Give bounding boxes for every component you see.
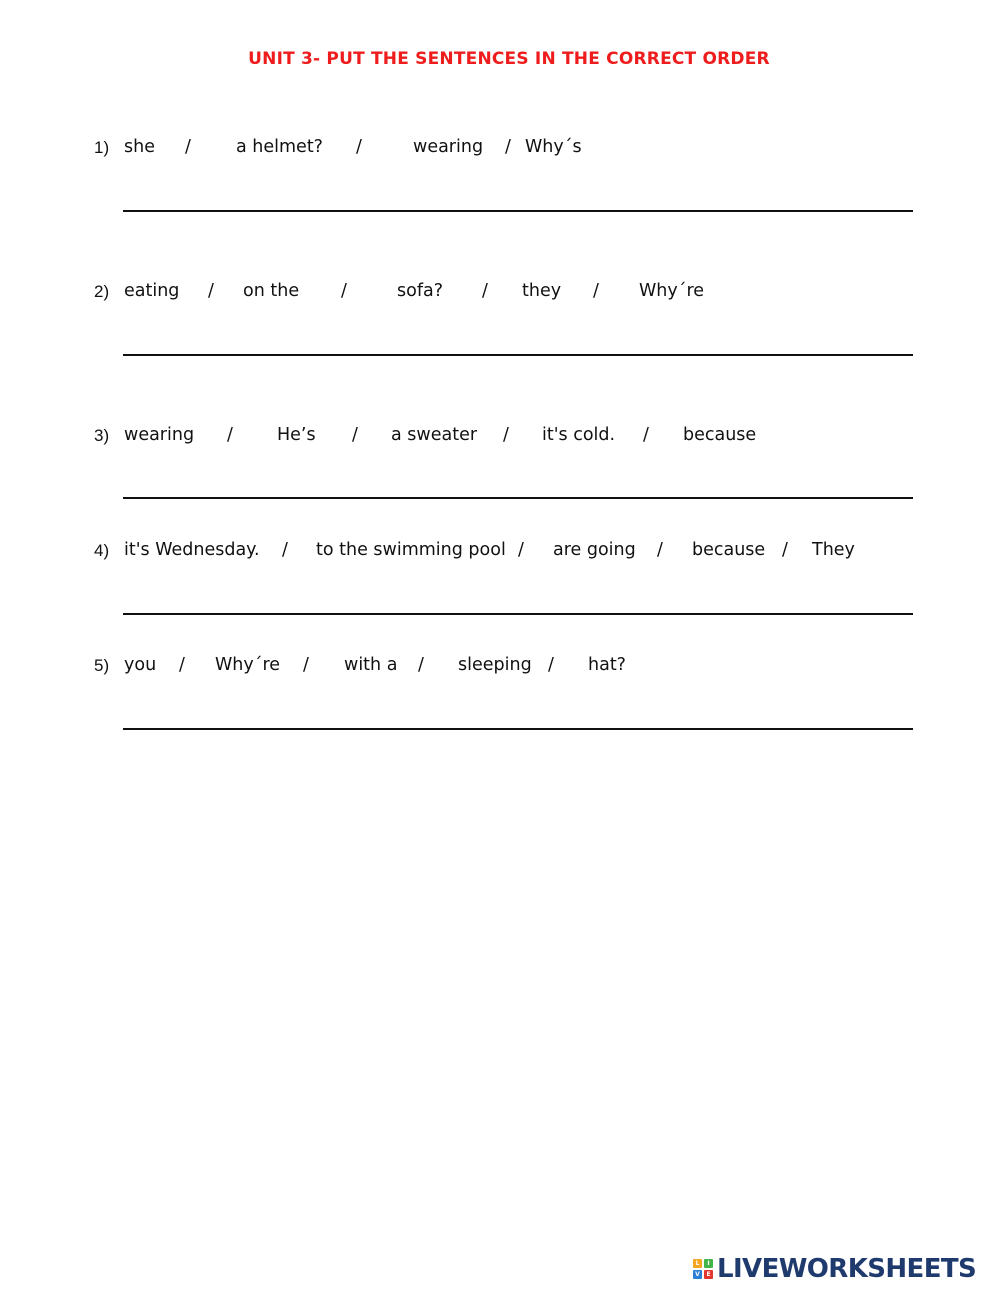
exercise-number: 4) — [94, 541, 110, 560]
word-chunk: wearing — [413, 137, 484, 157]
logo-text: LIVEWORKSHEETS — [717, 1254, 977, 1284]
word-chunk: hat? — [588, 655, 626, 675]
separator-slash: / — [505, 137, 511, 157]
answer-input-1[interactable] — [123, 210, 913, 212]
answer-input-2[interactable] — [123, 354, 913, 356]
answer-input-3[interactable] — [123, 497, 913, 499]
word-chunk: on the — [243, 281, 300, 301]
separator-slash: / — [303, 655, 309, 675]
worksheet-title: UNIT 3- PUT THE SENTENCES IN THE CORRECT ORDER — [248, 49, 770, 69]
word-chunk: you — [124, 655, 157, 675]
separator-slash: / — [657, 540, 663, 560]
word-chunk: they — [522, 281, 562, 301]
logo-mark-cell: E — [704, 1270, 713, 1279]
word-chunk: because — [692, 540, 766, 560]
separator-slash: / — [643, 425, 649, 445]
separator-slash: / — [418, 655, 424, 675]
separator-slash: / — [518, 540, 524, 560]
separator-slash: / — [208, 281, 214, 301]
word-chunk: she — [124, 137, 155, 157]
exercise-number: 3) — [94, 426, 110, 445]
separator-slash: / — [227, 425, 233, 445]
separator-slash: / — [782, 540, 788, 560]
word-chunk: He’s — [277, 425, 316, 445]
word-chunk: sleeping — [458, 655, 532, 675]
word-chunk: with a — [344, 655, 398, 675]
separator-slash: / — [593, 281, 599, 301]
separator-slash: / — [282, 540, 288, 560]
word-chunk: eating — [124, 281, 180, 301]
word-chunk: a sweater — [391, 425, 478, 445]
word-chunk: Why´re — [215, 655, 281, 675]
word-chunk: wearing — [124, 425, 195, 445]
exercise-number: 5) — [94, 656, 110, 675]
logo-mark-cell: V — [693, 1270, 702, 1279]
word-chunk: are going — [553, 540, 636, 560]
separator-slash: / — [356, 137, 362, 157]
word-chunk: sofa? — [397, 281, 443, 301]
word-chunk: it's cold. — [542, 425, 616, 445]
logo-mark-cell: L — [693, 1259, 702, 1268]
answer-input-4[interactable] — [123, 613, 913, 615]
answer-input-5[interactable] — [123, 728, 913, 730]
word-chunk: because — [683, 425, 757, 445]
word-chunk: a helmet? — [236, 137, 323, 157]
separator-slash: / — [185, 137, 191, 157]
separator-slash: / — [352, 425, 358, 445]
separator-slash: / — [503, 425, 509, 445]
word-chunk: it's Wednesday. — [124, 540, 260, 560]
exercise-number: 2) — [94, 282, 110, 301]
separator-slash: / — [179, 655, 185, 675]
liveworksheets-logo — [693, 1254, 976, 1284]
exercise-number: 1) — [94, 138, 110, 157]
separator-slash: / — [341, 281, 347, 301]
separator-slash: / — [482, 281, 488, 301]
word-chunk: Why´re — [639, 281, 705, 301]
logo-mark-icon — [693, 1259, 713, 1279]
word-chunk: Why´s — [525, 137, 582, 157]
logo-mark-cell: I — [704, 1259, 713, 1268]
word-chunk: to the swimming pool — [316, 540, 506, 560]
separator-slash: / — [548, 655, 554, 675]
word-chunk: They — [812, 540, 855, 560]
